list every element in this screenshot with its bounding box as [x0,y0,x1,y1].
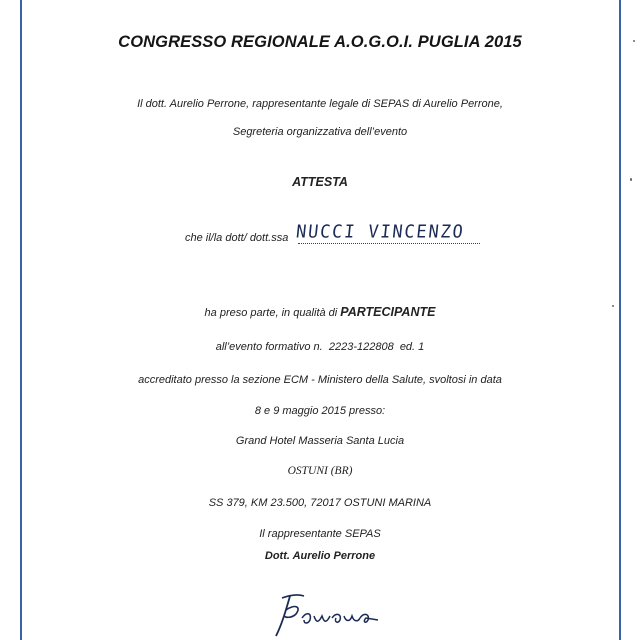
intro-line-2: Segreteria organizzativa dell’evento [232,126,408,138]
name-label: che il/la dott/ dott.ssa [185,232,289,244]
name-dotted-line [298,243,480,244]
venue-line: Grand Hotel Masseria Santa Lucia [235,435,405,447]
accreditation-line: accreditato presso la sezione ECM - Ministero della Salute, svoltosi in data [138,374,502,386]
event-line [0,340,640,354]
city-line: OSTUNI (BR) [287,465,353,477]
name-row [0,222,640,252]
address-line: SS 379, KM 23.500, 72017 OSTUNI MARINA [208,497,432,509]
left-border-line [20,0,22,640]
attesta-heading: ATTESTA [292,175,348,189]
role-line [0,305,640,320]
handwritten-name: NUCCI VINCENZO [294,221,466,243]
event-prefix: all’evento formativo n. [215,341,323,353]
event-number: 2223-122808 [328,341,394,353]
certificate-title: CONGRESSO REGIONALE A.O.G.O.I. PUGLIA 2015 [118,33,522,51]
representative-name: Dott. Aurelio Perrone [264,550,376,562]
dates-line: 8 e 9 maggio 2015 presso: [254,405,386,417]
event-edition: ed. 1 [399,341,425,353]
representative-label: Il rappresentante SEPAS [259,528,381,540]
right-border-line [619,0,621,640]
intro-line-1: Il dott. Aurelio Perrone, rappresentante legale di SEPAS di Aurelio Perrone, [137,98,503,110]
role-prefix: ha preso parte, in qualità di [204,307,338,319]
role-value: PARTECIPANTE [340,305,436,319]
signature-image [268,590,388,640]
